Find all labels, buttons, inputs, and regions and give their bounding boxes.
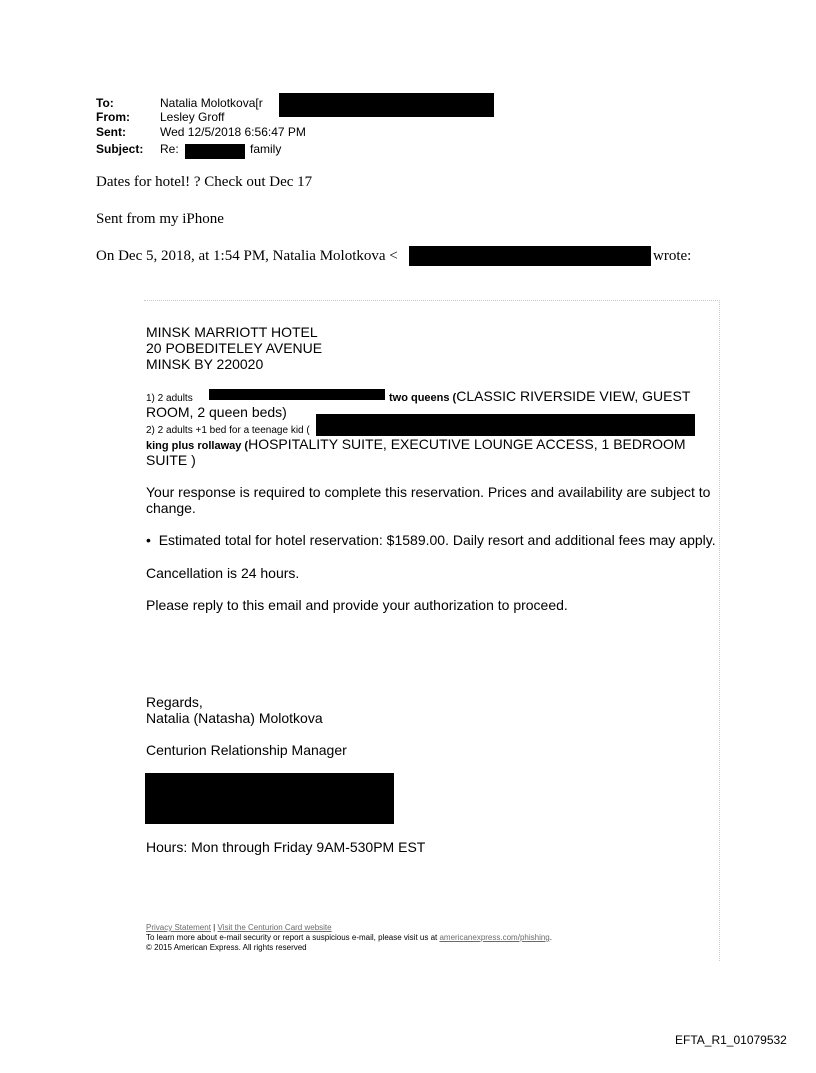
redaction-sender-email — [409, 246, 651, 266]
from-value: Lesley Groff — [160, 110, 225, 124]
subject-prefix: Re: — [160, 142, 179, 156]
redaction-room1-guests — [209, 389, 385, 400]
sent-value: Wed 12/5/2018 6:56:47 PM — [160, 125, 306, 139]
regards: Regards, — [146, 694, 203, 710]
hotel-name: MINSK MARRIOTT HOTEL — [146, 324, 318, 340]
reply-attribution-suffix: wrote: — [653, 248, 692, 264]
phishing-link[interactable]: americanexpress.com/phishing — [439, 933, 550, 942]
to-value: Natalia Molotkova[r — [160, 96, 263, 110]
security-period: . — [549, 933, 552, 942]
footer-separator: | — [213, 923, 216, 932]
privacy-statement-link[interactable]: Privacy Statement — [146, 923, 211, 932]
sender-name: Natalia (Natasha) Molotkova — [146, 710, 323, 726]
response-required-line2: change. — [146, 500, 196, 516]
response-required-line1: Your response is required to complete this reservation. Prices and availability are subject to — [146, 484, 711, 500]
redaction-room2-guests — [316, 414, 695, 436]
office-hours: Hours: Mon through Friday 9AM-530PM EST — [146, 839, 426, 855]
redaction-to-email — [279, 93, 494, 117]
reply-line-dates: Dates for hotel! ? Check out Dec 17 — [96, 174, 313, 190]
reply-attribution-prefix: On Dec 5, 2018, at 1:54 PM, Natalia Molotkova < — [96, 248, 398, 264]
room1-prefix: 1) 2 adults — [146, 393, 193, 404]
reply-line-signature: Sent from my iPhone — [96, 211, 224, 227]
cancellation-policy: Cancellation is 24 hours. — [146, 565, 300, 581]
redaction-subject — [185, 144, 245, 159]
sender-title: Centurion Relationship Manager — [146, 742, 347, 758]
room2-detail-cont: SUITE ) — [146, 452, 196, 468]
subject-label: Subject: — [96, 142, 144, 156]
sent-label: Sent: — [96, 125, 126, 139]
from-label: From: — [96, 110, 130, 124]
room1-bed-type: two queens ( — [389, 392, 457, 404]
room2-prefix: 2) 2 adults +1 bed for a teenage kid ( — [146, 425, 310, 436]
security-notice: To learn more about e-mail security or report a suspicious e-mail, please visit us at — [146, 933, 438, 942]
bullet-icon: • — [146, 532, 151, 548]
room2-detail: HOSPITALITY SUITE, EXECUTIVE LOUNGE ACCESS, 1 BEDROOM — [248, 436, 686, 452]
room1-detail-cont: ROOM, 2 queen beds) — [146, 404, 287, 420]
redaction-contact-info — [145, 773, 394, 824]
estimated-total: Estimated total for hotel reservation: $1589.00. Daily resort and additional fees may apply. — [158, 532, 716, 548]
room2-bed-type: king plus rollaway ( — [146, 440, 249, 452]
copyright: © 2015 American Express. All rights reserved — [146, 943, 307, 952]
centurion-website-link[interactable]: Visit the Centurion Card website — [217, 923, 332, 932]
room1-detail: CLASSIC RIVERSIDE VIEW, GUEST — [456, 388, 691, 404]
subject-suffix: family — [250, 142, 282, 156]
hotel-street: 20 POBEDITELEY AVENUE — [146, 340, 323, 356]
document-id: EFTA_R1_01079532 — [675, 1033, 787, 1047]
hotel-city: MINSK BY 220020 — [146, 356, 264, 372]
authorization-request: Please reply to this email and provide your authorization to proceed. — [146, 597, 568, 613]
to-label: To: — [96, 96, 114, 110]
